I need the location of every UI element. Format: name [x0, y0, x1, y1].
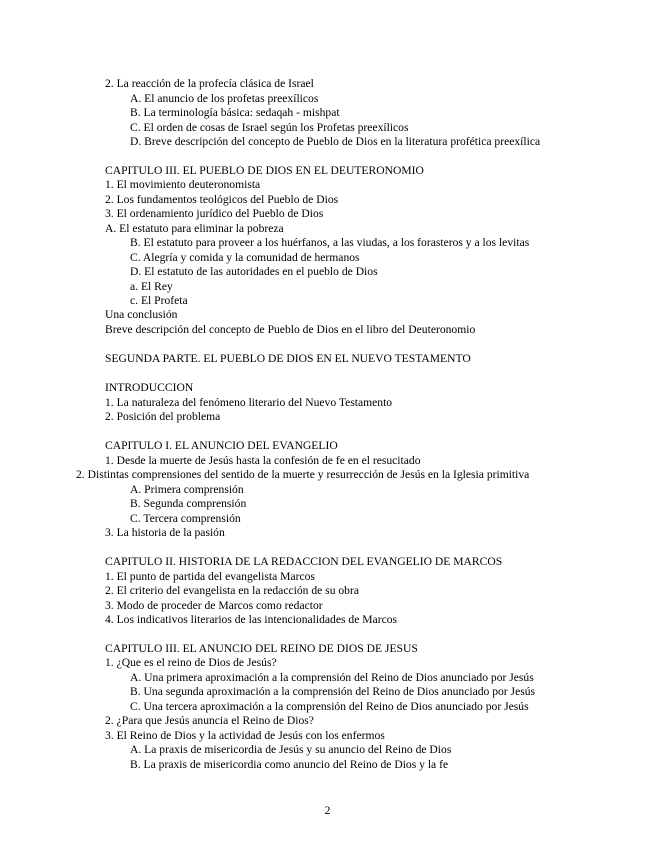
toc-line: Breve descripción del concepto de Pueblo de Dios en el libro del Deuteronomio	[105, 323, 476, 336]
toc-line: a. El Rey	[130, 280, 173, 293]
toc-line: A. El anuncio de los profetas preexílicos	[130, 92, 319, 105]
chapter-heading: CAPITULO I. EL ANUNCIO DEL EVANGELIO	[105, 439, 338, 452]
toc-line: 1. ¿Que es el reino de Dios de Jesús?	[105, 656, 277, 669]
page-number: 2	[324, 803, 331, 817]
toc-line: 3. Modo de proceder de Marcos como redactor	[105, 599, 323, 612]
toc-line: 1. El movimiento deuteronomista	[105, 178, 261, 191]
chapter-heading: CAPITULO III. EL ANUNCIO DEL REINO DE DIOS DE JESUS	[105, 642, 418, 655]
toc-line: 1. Desde la muerte de Jesús hasta la confesión de fe en el resucitado	[105, 454, 421, 467]
toc-line: C. Tercera comprensión	[130, 512, 241, 525]
toc-line: 2. El criterio del evangelista en la redacción de su obra	[105, 584, 359, 597]
toc-line: B. Una segunda aproximación a la comprensión del Reino de Dios anunciado por Jesús	[130, 685, 536, 698]
toc-line: D. Breve descripción del concepto de Pueblo de Dios en la literatura profética preexílica	[130, 135, 541, 148]
toc-line: B. El estatuto para proveer a los huérfanos, a las viudas, a los forasteros y a los levitas	[130, 236, 530, 249]
part-heading: SEGUNDA PARTE. EL PUEBLO DE DIOS EN EL NUEVO TESTAMENTO	[105, 352, 471, 365]
toc-line: c. El Profeta	[130, 294, 188, 307]
toc-line: 2. ¿Para que Jesús anuncia el Reino de Dios?	[105, 714, 314, 727]
toc-line: A. Una primera aproximación a la comprensión del Reino de Dios anunciado por Jesús	[130, 671, 534, 684]
toc-line: D. El estatuto de las autoridades en el pueblo de Dios	[130, 265, 378, 278]
toc-line: Una conclusión	[105, 308, 178, 321]
toc-line: C. Alegría y comida y la comunidad de hermanos	[130, 251, 360, 264]
toc-line: 4. Los indicativos literarios de las intencionalidades de Marcos	[105, 613, 398, 626]
toc-line: B. La terminología básica: sedaqah - mishpat	[130, 106, 340, 119]
toc-line: A. La praxis de misericordia de Jesús y su anuncio del Reino de Dios	[130, 743, 452, 756]
toc-line: C. Una tercera aproximación a la comprensión del Reino de Dios anunciado por Jesús	[130, 700, 529, 713]
toc-line: 3. La historia de la pasión	[105, 526, 225, 539]
toc-line: A. Primera comprensión	[130, 483, 244, 496]
toc-line: 2. Distintas comprensiones del sentido de la muerte y resurrección de Jesús en la Iglesia primitiva	[76, 468, 530, 481]
chapter-heading: CAPITULO III. EL PUEBLO DE DIOS EN EL DEUTERONOMIO	[105, 164, 424, 177]
chapter-heading: CAPITULO II. HISTORIA DE LA REDACCION DEL EVANGELIO DE MARCOS	[105, 555, 503, 568]
toc-line: 1. El punto de partida del evangelista Marcos	[105, 570, 315, 583]
toc-line: A. El estatuto para eliminar la pobreza	[105, 222, 284, 235]
toc-line: C. El orden de cosas de Israel según los Profetas preexílicos	[130, 121, 409, 134]
toc-line: 2. Los fundamentos teológicos del Pueblo de Dios	[105, 193, 339, 206]
section-heading: INTRODUCCION	[105, 381, 194, 394]
toc-line: 2. La reacción de la profecía clásica de Israel	[105, 77, 314, 90]
toc-line: B. Segunda comprensión	[130, 497, 247, 510]
toc-line: 1. La naturaleza del fenómeno literario del Nuevo Testamento	[105, 396, 393, 409]
toc-line: 2. Posición del problema	[105, 410, 221, 423]
toc-line: B. La praxis de misericordia como anuncio del Reino de Dios y la fe	[130, 758, 449, 771]
toc-line: 3. El Reino de Dios y la actividad de Jesús con los enfermos	[105, 729, 385, 742]
toc-line: 3. El ordenamiento jurídico del Pueblo de Dios	[105, 207, 324, 220]
